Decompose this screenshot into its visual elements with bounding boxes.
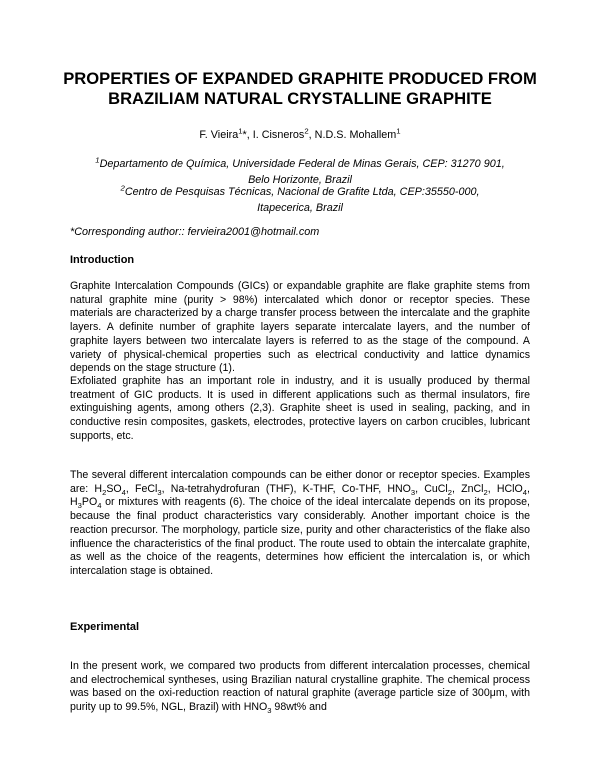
text-run: , CuCl (415, 482, 448, 495)
subscript: 2 (447, 487, 453, 497)
text-run: , FeCl (125, 482, 158, 495)
intro-paragraph-2: Exfoliated graphite has an important role in industry, and it is usually produced by thermal treatment of GIC products. It is used in different applications such as thermal insulators, fire extinguishing agents, among others (2,3). Graphite sheet is used in sealing, packing, and in conductive resin composites, gaskets, electrodes, protective layers on carbon crucibles, lubricant supports, etc. (70, 375, 530, 442)
subscript: 2 (102, 487, 107, 497)
text-run: PO (81, 496, 98, 509)
subscript: 3 (77, 501, 82, 511)
paper-title: PROPERTIES OF EXPANDED GRAPHITE PRODUCED FROM BRAZILIAM NATURAL CRYSTALLINE GRAPHITE (63, 69, 537, 108)
section-heading-introduction: Introduction (70, 254, 135, 266)
text-run: , H (70, 482, 530, 509)
text-run: The several different intercalation compounds can be either donor or receptor species. Examples are: H (70, 469, 530, 495)
affiliation-mark: 1 (238, 126, 243, 136)
affiliation-1 (60, 157, 540, 188)
corresponding-mark: * (242, 129, 247, 141)
text-run: SO (106, 482, 122, 495)
author-name: , I. Cisneros (246, 129, 305, 141)
subscript: 4 (97, 501, 102, 511)
subscript: 4 (522, 487, 528, 497)
subscript: 3 (267, 706, 272, 716)
text-run: or mixtures with reagents (6). The choice of the ideal intercalate depends on its propose, because the final product characteristics vary considerably. Another important choice is the reaction precursor. The morphology, particle size, purity and other characteristics of the flake also influence the characteristics of the final product. The route used to obtain the intercalate graphite, as well as the choice of the reagents, determines how efficient the intercalation is, or which intercalation stage is obtained. (70, 496, 530, 577)
text-run: , ZnCl (452, 482, 484, 495)
text-run: , Na-tetrahydrofuran (THF), K-THF, Co-THF, HNO (161, 482, 411, 495)
subscript: 4 (121, 487, 126, 497)
intro-paragraph-3 (70, 469, 530, 579)
affiliation-number: 2 (120, 183, 125, 193)
author-name: F. Vieira (199, 129, 239, 141)
text-run: 98wt% and (271, 701, 327, 714)
affiliation-city: Itapecerica, Brazil (257, 201, 343, 214)
author-line (60, 128, 540, 142)
affiliation-mark: 1 (396, 126, 401, 136)
section-heading-experimental: Experimental (70, 621, 140, 633)
subscript: 2 (483, 487, 488, 497)
affiliation-city: Belo Horizonte, Brazil (248, 173, 352, 186)
subscript: 3 (157, 487, 162, 497)
affiliation-number: 1 (95, 155, 100, 165)
author-name: , N.D.S. Mohallem (308, 129, 397, 141)
affiliation-mark: 2 (304, 126, 309, 136)
text-run: , HClO (487, 482, 523, 495)
corresponding-author: *Corresponding author:: fervieira2001@hotmail.com (70, 226, 320, 238)
text-run: In the present work, we compared two products from different intercalation processes, chemical and electrochemical syntheses, using Brazilian natural crystalline graphite. The chemical process was based on the oxi-reduction reaction of natural graphite (average particle size of 300μm, with purity up to 99.5%, NGL, Brazil) with HNO (70, 660, 530, 714)
experimental-paragraph-1 (70, 660, 530, 715)
affiliation-text: Departamento de Química, Universidade Federal de Minas Gerais, CEP: 31270 901, (99, 158, 505, 170)
affiliation-2 (60, 185, 540, 216)
subscript: 3 (410, 487, 416, 497)
affiliation-text: Centro de Pesquisas Técnicas, Nacional de Grafite Ltda, CEP:35550-000, (124, 186, 480, 198)
intro-paragraph-1: Graphite Intercalation Compounds (GICs) or expandable graphite are flake graphite stems from natural graphite mine (purity > 98%) intercalated which donor or receptor species. These materials are characterized by a charge transfer process between the intercalate and the graphite layers. A definite number of graphite layers separate intercalate layers, and the number of graphite layers between two intercalate layers is referred to as the stage of the compound. A variety of physical-chemical properties such as electrical conductivity and lattice dynamics depends on the stage structure (1). (70, 280, 530, 375)
